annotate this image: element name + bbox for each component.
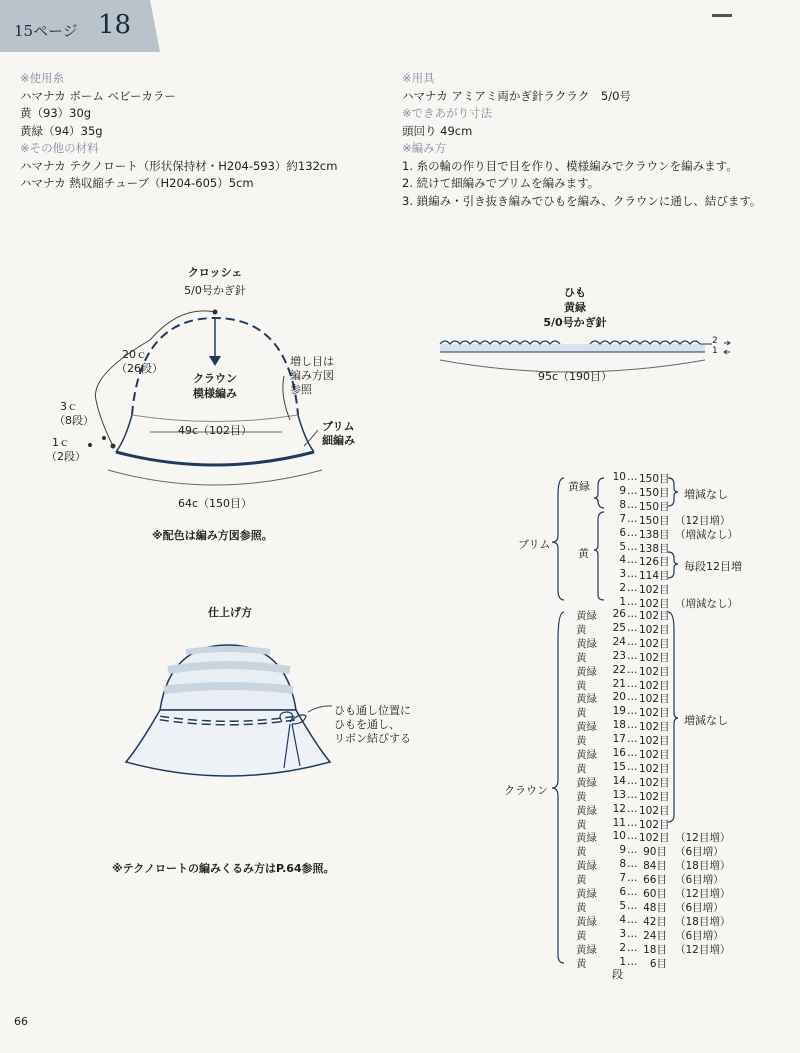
row-note: （12目増） (675, 514, 731, 527)
row-separator: … (627, 471, 638, 483)
stitch-count: 102目 (639, 762, 670, 775)
row-note: （6目増） (675, 929, 724, 942)
row-separator: … (627, 719, 638, 732)
stitch-count: 102目 (639, 693, 670, 706)
increase-note-3: 参照 (290, 383, 312, 396)
stitch-count: 150目 (639, 514, 670, 527)
table-no-change-crown: 増減なし (684, 714, 728, 727)
row-color: 黄緑 (576, 665, 597, 678)
row-number: 9 (619, 484, 626, 497)
yarn-heading: ※使用糸 (20, 71, 65, 85)
table-brim-label: ブリム (518, 538, 551, 551)
cord-length: 95c（190目） (537, 370, 613, 383)
stitch-count: 48目 (643, 901, 667, 914)
row-note: （12目増） (675, 832, 731, 845)
table-brim-color-yellow: 黄 (578, 547, 589, 560)
size-heading: ※できあがり寸法 (402, 106, 493, 120)
method-step-1: 1. 糸の輪の作り目で目を作り、模様編みでクラウンを編みます。 (402, 158, 738, 173)
row-separator: … (627, 608, 638, 620)
stitch-count: 102目 (639, 623, 670, 636)
row-separator: … (627, 677, 638, 690)
row-separator: … (627, 596, 638, 609)
row-separator: … (627, 955, 638, 968)
stitch-count: 102目 (639, 832, 670, 845)
row-number: 15 (612, 760, 626, 773)
row-separator: … (627, 830, 638, 843)
row-separator: … (627, 484, 638, 497)
stitch-count: 138目 (639, 528, 670, 541)
row-separator: … (627, 554, 638, 567)
color-note: ※配色は編み方図参照。 (152, 529, 273, 542)
row-number: 6 (619, 886, 626, 898)
stitch-count: 126目 (639, 556, 670, 569)
cloche-title: クロッシェ (187, 266, 243, 279)
row-color: 黄緑 (576, 888, 597, 900)
brim-stitch-label: 細編み (322, 434, 355, 447)
row-separator: … (627, 886, 638, 898)
row-separator: … (627, 582, 638, 595)
row-separator: … (627, 663, 638, 676)
stitch-count: 102目 (639, 584, 670, 597)
yarn-brand: ハマナカ ボーム ベビーカラー (20, 88, 176, 103)
cord-color: 黄緑 (564, 301, 586, 314)
stitch-count: 102目 (639, 610, 670, 622)
row-number: 18 (612, 719, 626, 732)
stitch-count: 102目 (639, 598, 670, 611)
cord-title: ひも (564, 286, 586, 299)
stitch-count: 138目 (639, 542, 670, 555)
row-color: 黄緑 (576, 860, 597, 873)
other-materials-heading: ※その他の材料 (20, 141, 99, 155)
finish-title: 仕上げ方 (208, 606, 252, 619)
row-number: 26 (612, 608, 626, 620)
stitch-count: 150目 (639, 473, 670, 485)
row-color: 黄 (576, 762, 587, 775)
tool-1: ハマナカ アミアミ両かぎ針ラクラク 5/0号 (402, 88, 631, 103)
row-number: 3 (619, 568, 626, 581)
stitch-count: 102目 (639, 776, 670, 789)
row-number: 2 (619, 941, 626, 954)
cloche-hook: 5/0号かぎ針 (184, 284, 246, 297)
row-number: 1 (619, 596, 626, 609)
method-step-3: 3. 鎖編み・引き抜き編みでひもを編み、クラウンに通し、結びます。 (402, 193, 762, 208)
row-number: 7 (619, 512, 626, 525)
row-number: 24 (612, 635, 626, 648)
stitch-count: 150目 (639, 486, 670, 499)
cord-row-2: 2 (712, 336, 718, 346)
stitch-count: 90目 (643, 846, 667, 859)
stitch-count: 6目 (649, 957, 667, 970)
cord-hook: 5/0号かぎ針 (543, 316, 607, 329)
stitch-count: 102目 (639, 637, 670, 650)
row-separator: … (627, 705, 638, 718)
finish-note-1: ひも通し位置に (334, 704, 411, 717)
row-color: 黄緑 (576, 776, 597, 789)
row-number: 12 (612, 802, 626, 815)
other-material-2: ハマナカ 熱収縮チューブ（H204-605）5cm (20, 176, 254, 190)
brim-height: 1ｃ (52, 436, 70, 449)
row-number: 25 (612, 621, 626, 634)
row-number: 11 (612, 816, 626, 829)
row-separator: … (627, 927, 638, 940)
row-separator: … (627, 774, 638, 787)
row-number: 8 (619, 858, 626, 871)
row-separator: … (627, 844, 638, 857)
row-number: 19 (612, 705, 626, 718)
row-color: 黄緑 (576, 637, 597, 650)
row-separator: … (627, 760, 638, 773)
stitch-count: 42目 (643, 915, 667, 928)
row-number: 21 (612, 677, 626, 690)
row-number: 3 (619, 927, 626, 940)
method-step-2: 2. 続けて細編みでブリムを編みます。 (402, 176, 600, 190)
row-note: （6目増） (675, 901, 724, 914)
row-separator: … (627, 941, 638, 954)
cord-row-1: 1 (712, 346, 718, 356)
row-number: 22 (612, 663, 626, 676)
table-no-change-upper: 増減なし (684, 488, 728, 501)
row-color: 黄 (576, 929, 587, 942)
row-color: 黄緑 (576, 693, 597, 706)
stitch-count: 18目 (643, 943, 667, 956)
row-color: 黄 (576, 957, 587, 970)
row-color: 黄 (576, 707, 587, 720)
row-color: 黄 (576, 874, 587, 887)
stitch-count: 102目 (639, 804, 670, 817)
stitch-count: 102目 (639, 721, 670, 734)
stitch-count: 24目 (643, 929, 667, 942)
row-color: 黄緑 (576, 804, 597, 817)
brim-label: ブリム (322, 420, 355, 433)
row-number: 1 (619, 955, 626, 968)
stitch-count: 102目 (639, 790, 670, 803)
other-material-1: ハマナカ テクノロート（形状保持材・H204-593）約132cm (20, 158, 338, 173)
row-number: 8 (619, 498, 626, 511)
row-color: 黄緑 (576, 943, 597, 956)
yarn-yellow: 黄（93）30g (20, 106, 92, 120)
row-note: （12目増） (675, 888, 731, 900)
row-separator: … (627, 733, 638, 746)
row-number: 16 (612, 747, 626, 759)
stitch-count: 102目 (639, 749, 670, 761)
row-color: 黄 (576, 651, 587, 664)
row-color: 黄 (576, 818, 587, 831)
row-separator: … (627, 872, 638, 885)
increase-note-2: 編み方図 (290, 369, 334, 382)
row-color: 黄緑 (576, 832, 597, 845)
row-separator: … (627, 568, 638, 581)
row-separator: … (627, 540, 638, 553)
increase-note-1: 増し目は (290, 355, 334, 368)
row-separator: … (627, 621, 638, 634)
row-number: 9 (619, 844, 626, 857)
row-separator: … (627, 649, 638, 662)
row-number: 23 (612, 649, 626, 662)
row-number: 6 (619, 526, 626, 539)
stitch-count: 102目 (639, 707, 670, 720)
row-note: （6目増） (675, 874, 724, 887)
head-circumference: 49c（102目） (177, 424, 253, 437)
method-heading: ※編み方 (402, 141, 447, 155)
row-color: 黄緑 (576, 749, 597, 761)
row-separator: … (627, 913, 638, 926)
row-number: 14 (612, 774, 626, 787)
band-height-rows: （8段） (54, 414, 94, 427)
table-every-row-increase: 毎段12目増 (684, 560, 742, 573)
page-number: 66 (14, 1015, 28, 1028)
row-separator: … (627, 747, 638, 759)
stitch-count: 84目 (643, 860, 667, 873)
crown-stitch-label: 模様編み (193, 387, 237, 400)
row-note: （増減なし） (675, 598, 738, 611)
row-color: 黄 (576, 846, 587, 859)
stitch-count: 60目 (643, 888, 667, 900)
row-separator: … (627, 691, 638, 704)
row-note: （増減なし） (675, 528, 738, 541)
stitch-count: 114目 (639, 570, 670, 583)
row-color: 黄緑 (576, 721, 597, 734)
row-number: 10 (612, 471, 626, 483)
row-separator: … (627, 858, 638, 871)
row-number: 4 (619, 554, 626, 567)
crown-height-rows: （26段） (116, 362, 163, 375)
row-note: （18目増） (675, 860, 731, 873)
table-rows-unit: 段 (612, 968, 623, 981)
stitch-count: 102目 (639, 818, 670, 831)
stitch-count: 102目 (639, 651, 670, 664)
row-separator: … (627, 816, 638, 829)
page-reference: 15ページ (14, 22, 78, 40)
row-number: 13 (612, 788, 626, 801)
crown-height: 20ｃ (122, 348, 147, 361)
row-color: 黄 (576, 790, 587, 803)
row-number: 5 (619, 899, 626, 912)
technoroto-note: ※テクノロートの編みくるみ方はP.64参照。 (112, 862, 335, 875)
tools-heading: ※用具 (402, 71, 435, 85)
yarn-yellow-green: 黄緑（94）35g (20, 123, 103, 138)
row-color: 黄緑 (576, 915, 597, 928)
row-note: （6目増） (675, 846, 724, 859)
row-separator: … (627, 899, 638, 912)
stitch-count: 102目 (639, 665, 670, 678)
table-crown-label: クラウン (504, 784, 548, 797)
row-number: 7 (619, 872, 626, 885)
stitch-count: 102目 (639, 679, 670, 692)
row-separator: … (627, 526, 638, 539)
row-separator: … (627, 498, 638, 511)
brim-circumference: 64c（150目） (177, 497, 253, 510)
row-separator: … (627, 512, 638, 525)
row-number: 2 (619, 582, 626, 595)
row-number: 4 (619, 913, 626, 926)
row-number: 20 (612, 691, 626, 704)
stitch-count: 66目 (643, 874, 667, 887)
size-1: 頭回り 49cm (402, 123, 473, 138)
row-number: 5 (619, 540, 626, 553)
pattern-number: 18 (98, 10, 132, 40)
stitch-count: 150目 (639, 500, 670, 513)
finished-hat-illustration (126, 645, 332, 776)
brim-height-rows: （2段） (46, 450, 86, 463)
row-note: （12目増） (675, 943, 731, 956)
row-separator: … (627, 788, 638, 801)
row-color: 黄 (576, 623, 587, 636)
row-number: 17 (612, 733, 626, 746)
row-number: 10 (612, 830, 626, 843)
row-color: 黄 (576, 679, 587, 692)
stitch-count: 102目 (639, 735, 670, 748)
finish-note-2: ひもを通し、 (334, 718, 400, 731)
row-color: 黄 (576, 735, 587, 748)
row-separator: … (627, 635, 638, 648)
row-separator: … (627, 802, 638, 815)
crown-label: クラウン (193, 372, 237, 385)
row-color: 黄緑 (576, 610, 597, 622)
row-note: （18目増） (675, 915, 731, 928)
band-height: 3ｃ (60, 400, 78, 413)
row-color: 黄 (576, 901, 587, 914)
table-brim-color-yellow-green: 黄緑 (568, 480, 590, 493)
finish-note-3: リボン結びする (334, 732, 411, 745)
